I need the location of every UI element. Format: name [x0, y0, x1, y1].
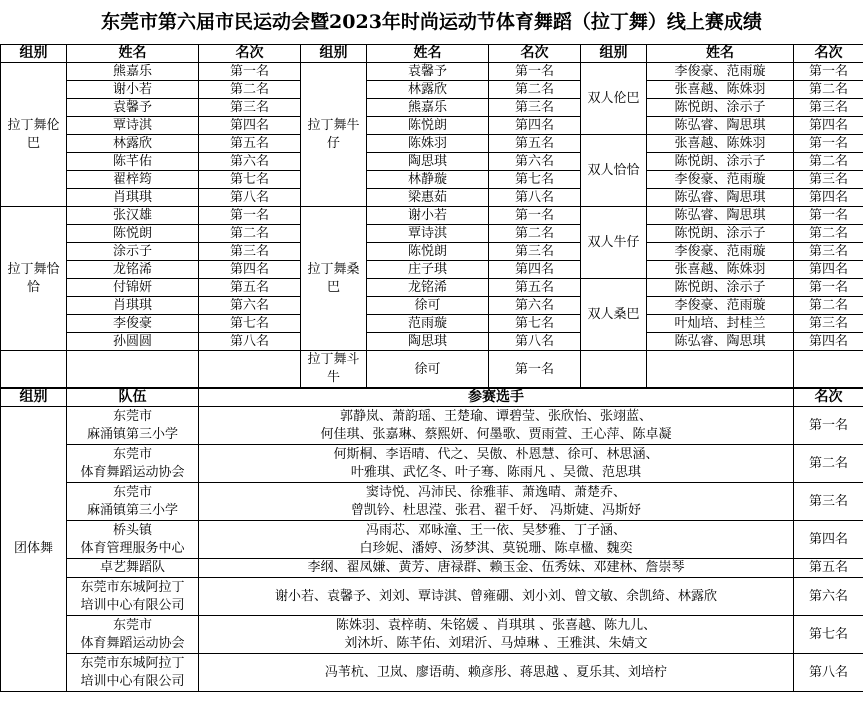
athlete-rank: 第六名	[199, 153, 301, 171]
athlete-name: 孙圆圆	[67, 333, 199, 351]
athlete-rank: 第五名	[199, 135, 301, 153]
athlete-name: 陈悦朗	[367, 243, 489, 261]
pair-names: 李俊豪、范雨璇	[647, 297, 794, 315]
group-label: 双人伦巴	[587, 90, 640, 106]
group-cell	[581, 279, 647, 351]
group-cell	[1, 63, 67, 207]
athlete-rank: 第八名	[489, 333, 581, 351]
athlete-rank: 第八名	[199, 189, 301, 207]
team-name-line: 卓艺舞蹈队	[99, 560, 165, 575]
pair-names: 陈悦朗、涂示子	[647, 279, 794, 297]
athlete-rank: 第四名	[489, 117, 581, 135]
athlete-name: 肖琪琪	[67, 189, 199, 207]
pair-names: 陈悦朗、涂示子	[647, 225, 794, 243]
athlete-rank: 第七名	[199, 315, 301, 333]
athlete-rank: 第七名	[199, 171, 301, 189]
players-line: 叶雅琪、武忆冬、叶子骞、陈雨凡 、吴微、范思琪	[350, 464, 642, 480]
team-name-line: 体育管理服务中心	[80, 540, 185, 556]
athlete-name: 徐可	[367, 297, 489, 315]
table-row	[1, 578, 863, 616]
athlete-rank: 第六名	[489, 153, 581, 171]
athlete-name: 熊嘉乐	[367, 99, 489, 117]
empty-cell	[1, 351, 67, 388]
pair-rank: 第四名	[794, 189, 863, 207]
team-name-line: 东莞市	[112, 617, 152, 633]
athlete-rank: 第一名	[199, 207, 301, 225]
team-name	[67, 521, 199, 559]
team-players	[199, 616, 794, 654]
team-rank: 第二名	[794, 445, 863, 483]
pair-rank: 第三名	[794, 171, 863, 189]
team-header: 队伍	[67, 389, 199, 407]
name-header: 姓名	[67, 45, 199, 63]
table-row	[1, 407, 863, 445]
team-players	[199, 407, 794, 445]
team-name-line: 麻涌镇第三小学	[86, 502, 178, 518]
team-players	[199, 483, 794, 521]
table-row	[1, 654, 863, 692]
athlete-name: 陶思琪	[367, 333, 489, 351]
athlete-rank: 第四名	[199, 117, 301, 135]
athlete-rank: 第七名	[489, 315, 581, 333]
team-name	[67, 483, 199, 521]
athlete-name: 翟梓筠	[67, 171, 199, 189]
pair-names: 张喜越、陈姝羽	[647, 81, 794, 99]
table-row	[1, 483, 863, 521]
team-name-line: 培训中心有限公司	[80, 673, 185, 689]
table-row	[1, 559, 863, 578]
group-cell	[301, 351, 367, 388]
team-rank: 第六名	[794, 578, 863, 616]
pair-rank: 第一名	[794, 279, 863, 297]
athlete-name: 覃诗淇	[67, 117, 199, 135]
pair-rank: 第二名	[794, 81, 863, 99]
athlete-name: 陈芊佑	[67, 153, 199, 171]
athlete-name: 谢小若	[67, 81, 199, 99]
players-line: 李纲、翟凤嫌、黄芳、唐禄群、赖玉金、伍秀妹、邓建林、詹崇琴	[307, 560, 685, 575]
table-row	[1, 521, 863, 559]
pair-names: 李俊豪、范雨璇	[647, 243, 794, 261]
athlete-name: 徐可	[367, 351, 489, 388]
group-label: 双人恰恰	[587, 162, 640, 178]
team-name-line: 体育舞蹈运动协会	[80, 635, 185, 651]
group-label: 拉丁舞牛仔	[307, 117, 360, 151]
team-name-line: 东莞市东城阿拉丁	[80, 579, 185, 595]
athlete-name: 陈悦朗	[67, 225, 199, 243]
athlete-name: 龙铭浠	[367, 279, 489, 297]
pair-names: 李俊豪、范雨璇	[647, 171, 794, 189]
pair-rank: 第四名	[794, 261, 863, 279]
empty-cell	[581, 351, 647, 388]
group-label: 双人牛仔	[587, 234, 640, 250]
team-players	[199, 578, 794, 616]
athlete-rank: 第七名	[489, 171, 581, 189]
team-name	[67, 559, 199, 578]
athlete-name: 涂示子	[67, 243, 199, 261]
team-rank: 第一名	[794, 407, 863, 445]
athlete-rank: 第八名	[199, 333, 301, 351]
pair-names: 陈弘睿、陶思琪	[647, 189, 794, 207]
individual-results-table	[0, 44, 863, 388]
group-label: 拉丁舞恰恰	[7, 261, 60, 295]
group-label: 团体舞	[13, 541, 53, 556]
athlete-rank: 第六名	[199, 297, 301, 315]
athlete-name: 陈悦朗	[367, 117, 489, 135]
team-rank: 第四名	[794, 521, 863, 559]
team-players	[199, 521, 794, 559]
group-cell	[581, 63, 647, 135]
athlete-rank: 第二名	[489, 81, 581, 99]
pair-rank: 第二名	[794, 297, 863, 315]
athlete-name: 李俊豪	[67, 315, 199, 333]
athlete-name: 庄子琪	[367, 261, 489, 279]
page-title: 东莞市第六届市民运动会暨2023年时尚运动节体育舞蹈（拉丁舞）线上赛成绩	[101, 11, 762, 33]
athlete-name: 肖琪琪	[67, 297, 199, 315]
group-header: 组别	[1, 389, 67, 407]
group-label: 拉丁舞桑巴	[307, 261, 360, 295]
athlete-rank: 第一名	[489, 351, 581, 388]
pair-names: 陈弘睿、陶思琪	[647, 117, 794, 135]
team-name	[67, 654, 199, 692]
players-line: 窦诗悦、冯沛民、徐雅菲、萧逸晴、萧楚乔、	[365, 484, 626, 500]
athlete-name: 覃诗淇	[367, 225, 489, 243]
athlete-rank: 第四名	[199, 261, 301, 279]
players-header: 参赛选手	[199, 389, 794, 407]
players-line: 郭静岚、萧韵瑶、王楚瑜、谭碧莹、张欣怡、张翊蓝、	[339, 408, 652, 424]
team-name-line: 东莞市	[112, 446, 152, 462]
players-line: 曾凯钤、杜思滢、张君、翟千妤、 冯斯婕、冯斯妤	[350, 502, 642, 518]
athlete-name: 林露欣	[367, 81, 489, 99]
athlete-name: 陶思琪	[367, 153, 489, 171]
athlete-rank: 第八名	[489, 189, 581, 207]
group-label: 拉丁舞伦巴	[7, 117, 60, 151]
group-header: 组别	[301, 45, 367, 63]
pair-names: 张喜越、陈姝羽	[647, 261, 794, 279]
team-name-line: 东莞市东城阿拉丁	[80, 655, 185, 671]
group-cell	[301, 63, 367, 207]
team-players	[199, 559, 794, 578]
athlete-rank: 第四名	[489, 261, 581, 279]
group-cell	[301, 207, 367, 351]
group-cell	[1, 407, 67, 692]
rank-header: 名次	[794, 45, 863, 63]
team-name-line: 培训中心有限公司	[80, 597, 185, 613]
group-label: 拉丁舞斗牛	[307, 352, 360, 385]
athlete-name: 林露欣	[67, 135, 199, 153]
pair-rank: 第三名	[794, 243, 863, 261]
pair-rank: 第一名	[794, 135, 863, 153]
rank-header: 名次	[489, 45, 581, 63]
athlete-rank: 第三名	[199, 243, 301, 261]
team-players	[199, 445, 794, 483]
athlete-name: 谢小若	[367, 207, 489, 225]
athlete-rank: 第二名	[199, 81, 301, 99]
pair-rank: 第四名	[794, 117, 863, 135]
athlete-rank: 第二名	[489, 225, 581, 243]
group-header: 组别	[1, 45, 67, 63]
team-players	[199, 654, 794, 692]
group-header: 组别	[581, 45, 647, 63]
athlete-name: 林静璇	[367, 171, 489, 189]
players-line: 冯苇杭、卫岚、廖语萌、赖彦彤、蒋思越 、夏乐其、刘培柠	[324, 664, 668, 680]
team-rank: 第三名	[794, 483, 863, 521]
group-label: 双人桑巴	[587, 306, 640, 322]
athlete-rank: 第一名	[489, 207, 581, 225]
athlete-rank: 第五名	[489, 135, 581, 153]
team-name-line: 桥头镇	[112, 522, 152, 538]
athlete-name: 熊嘉乐	[67, 63, 199, 81]
team-name-line: 东莞市	[112, 484, 152, 500]
team-name	[67, 578, 199, 616]
athlete-name: 陈姝羽	[367, 135, 489, 153]
pair-rank: 第三名	[794, 315, 863, 333]
name-header: 姓名	[367, 45, 489, 63]
table-row	[1, 616, 863, 654]
pair-names: 陈弘睿、陶思琪	[647, 333, 794, 351]
empty-cell	[794, 351, 863, 388]
team-name	[67, 445, 199, 483]
empty-cell	[647, 351, 794, 388]
pair-names: 陈弘睿、陶思琪	[647, 207, 794, 225]
athlete-name: 梁惠茹	[367, 189, 489, 207]
pair-rank: 第四名	[794, 333, 863, 351]
pair-rank: 第二名	[794, 225, 863, 243]
rank-header: 名次	[794, 389, 863, 407]
group-cell	[1, 207, 67, 351]
players-line: 何佳琪、张嘉琳、蔡熙妍、何墨歌、贾雨萱、王心萍、陈卓凝	[320, 426, 672, 442]
athlete-name: 袁馨予	[367, 63, 489, 81]
team-name-line: 麻涌镇第三小学	[86, 426, 178, 442]
athlete-rank: 第一名	[489, 63, 581, 81]
empty-cell	[67, 351, 199, 388]
pair-rank: 第二名	[794, 153, 863, 171]
team-rank: 第七名	[794, 616, 863, 654]
players-line: 谢小若、袁馨予、刘刘、覃诗淇、曾雍硼、刘小刘、曾文敏、余凯绮、林露欣	[274, 588, 717, 604]
team-name-line: 东莞市	[112, 408, 152, 424]
players-line: 刘沐圻、陈芊佑、刘珺沂、马焯琳 、王雅淇、朱婧文	[344, 635, 648, 651]
team-results-table	[0, 388, 863, 692]
team-name	[67, 407, 199, 445]
athlete-rank: 第一名	[199, 63, 301, 81]
players-line: 白珍妮、潘婷、汤梦淇、莫锐珊、陈卓楹、魏奕	[359, 540, 633, 556]
name-header: 姓名	[647, 45, 794, 63]
athlete-rank: 第五名	[489, 279, 581, 297]
athlete-name: 付锦妍	[67, 279, 199, 297]
pair-rank: 第一名	[794, 207, 863, 225]
athlete-rank: 第三名	[199, 99, 301, 117]
athlete-rank: 第五名	[199, 279, 301, 297]
pair-names: 张喜越、陈姝羽	[647, 135, 794, 153]
athlete-rank: 第三名	[489, 99, 581, 117]
players-line: 陈姝羽、袁梓萌、朱铭媛 、肖琪琪 、张喜越、陈九儿、	[335, 617, 657, 633]
team-name-line: 体育舞蹈运动协会	[80, 464, 185, 480]
players-line: 何斯桐、李语晴、代之、吴傲、朴恩慧、徐可、林思涵、	[333, 446, 659, 462]
athlete-rank: 第三名	[489, 243, 581, 261]
athlete-rank: 第六名	[489, 297, 581, 315]
group-cell	[581, 207, 647, 279]
group-cell	[581, 135, 647, 207]
team-rank: 第五名	[794, 559, 863, 578]
pair-names: 李俊豪、范雨璇	[647, 63, 794, 81]
empty-cell	[199, 351, 301, 388]
rank-header: 名次	[199, 45, 301, 63]
pair-rank: 第一名	[794, 63, 863, 81]
pair-names: 陈悦朗、涂示子	[647, 99, 794, 117]
athlete-name: 张汉雄	[67, 207, 199, 225]
athlete-name: 袁馨予	[67, 99, 199, 117]
team-rank: 第八名	[794, 654, 863, 692]
team-name	[67, 616, 199, 654]
pair-names: 叶灿培、封桂兰	[647, 315, 794, 333]
pair-names: 陈悦朗、涂示子	[647, 153, 794, 171]
table-row	[1, 445, 863, 483]
athlete-rank: 第二名	[199, 225, 301, 243]
athlete-name: 龙铭浠	[67, 261, 199, 279]
players-line: 冯雨芯、邓咏潼、王一依、吴梦雅、丁子涵、	[365, 522, 626, 538]
pair-rank: 第三名	[794, 99, 863, 117]
athlete-name: 范雨璇	[367, 315, 489, 333]
